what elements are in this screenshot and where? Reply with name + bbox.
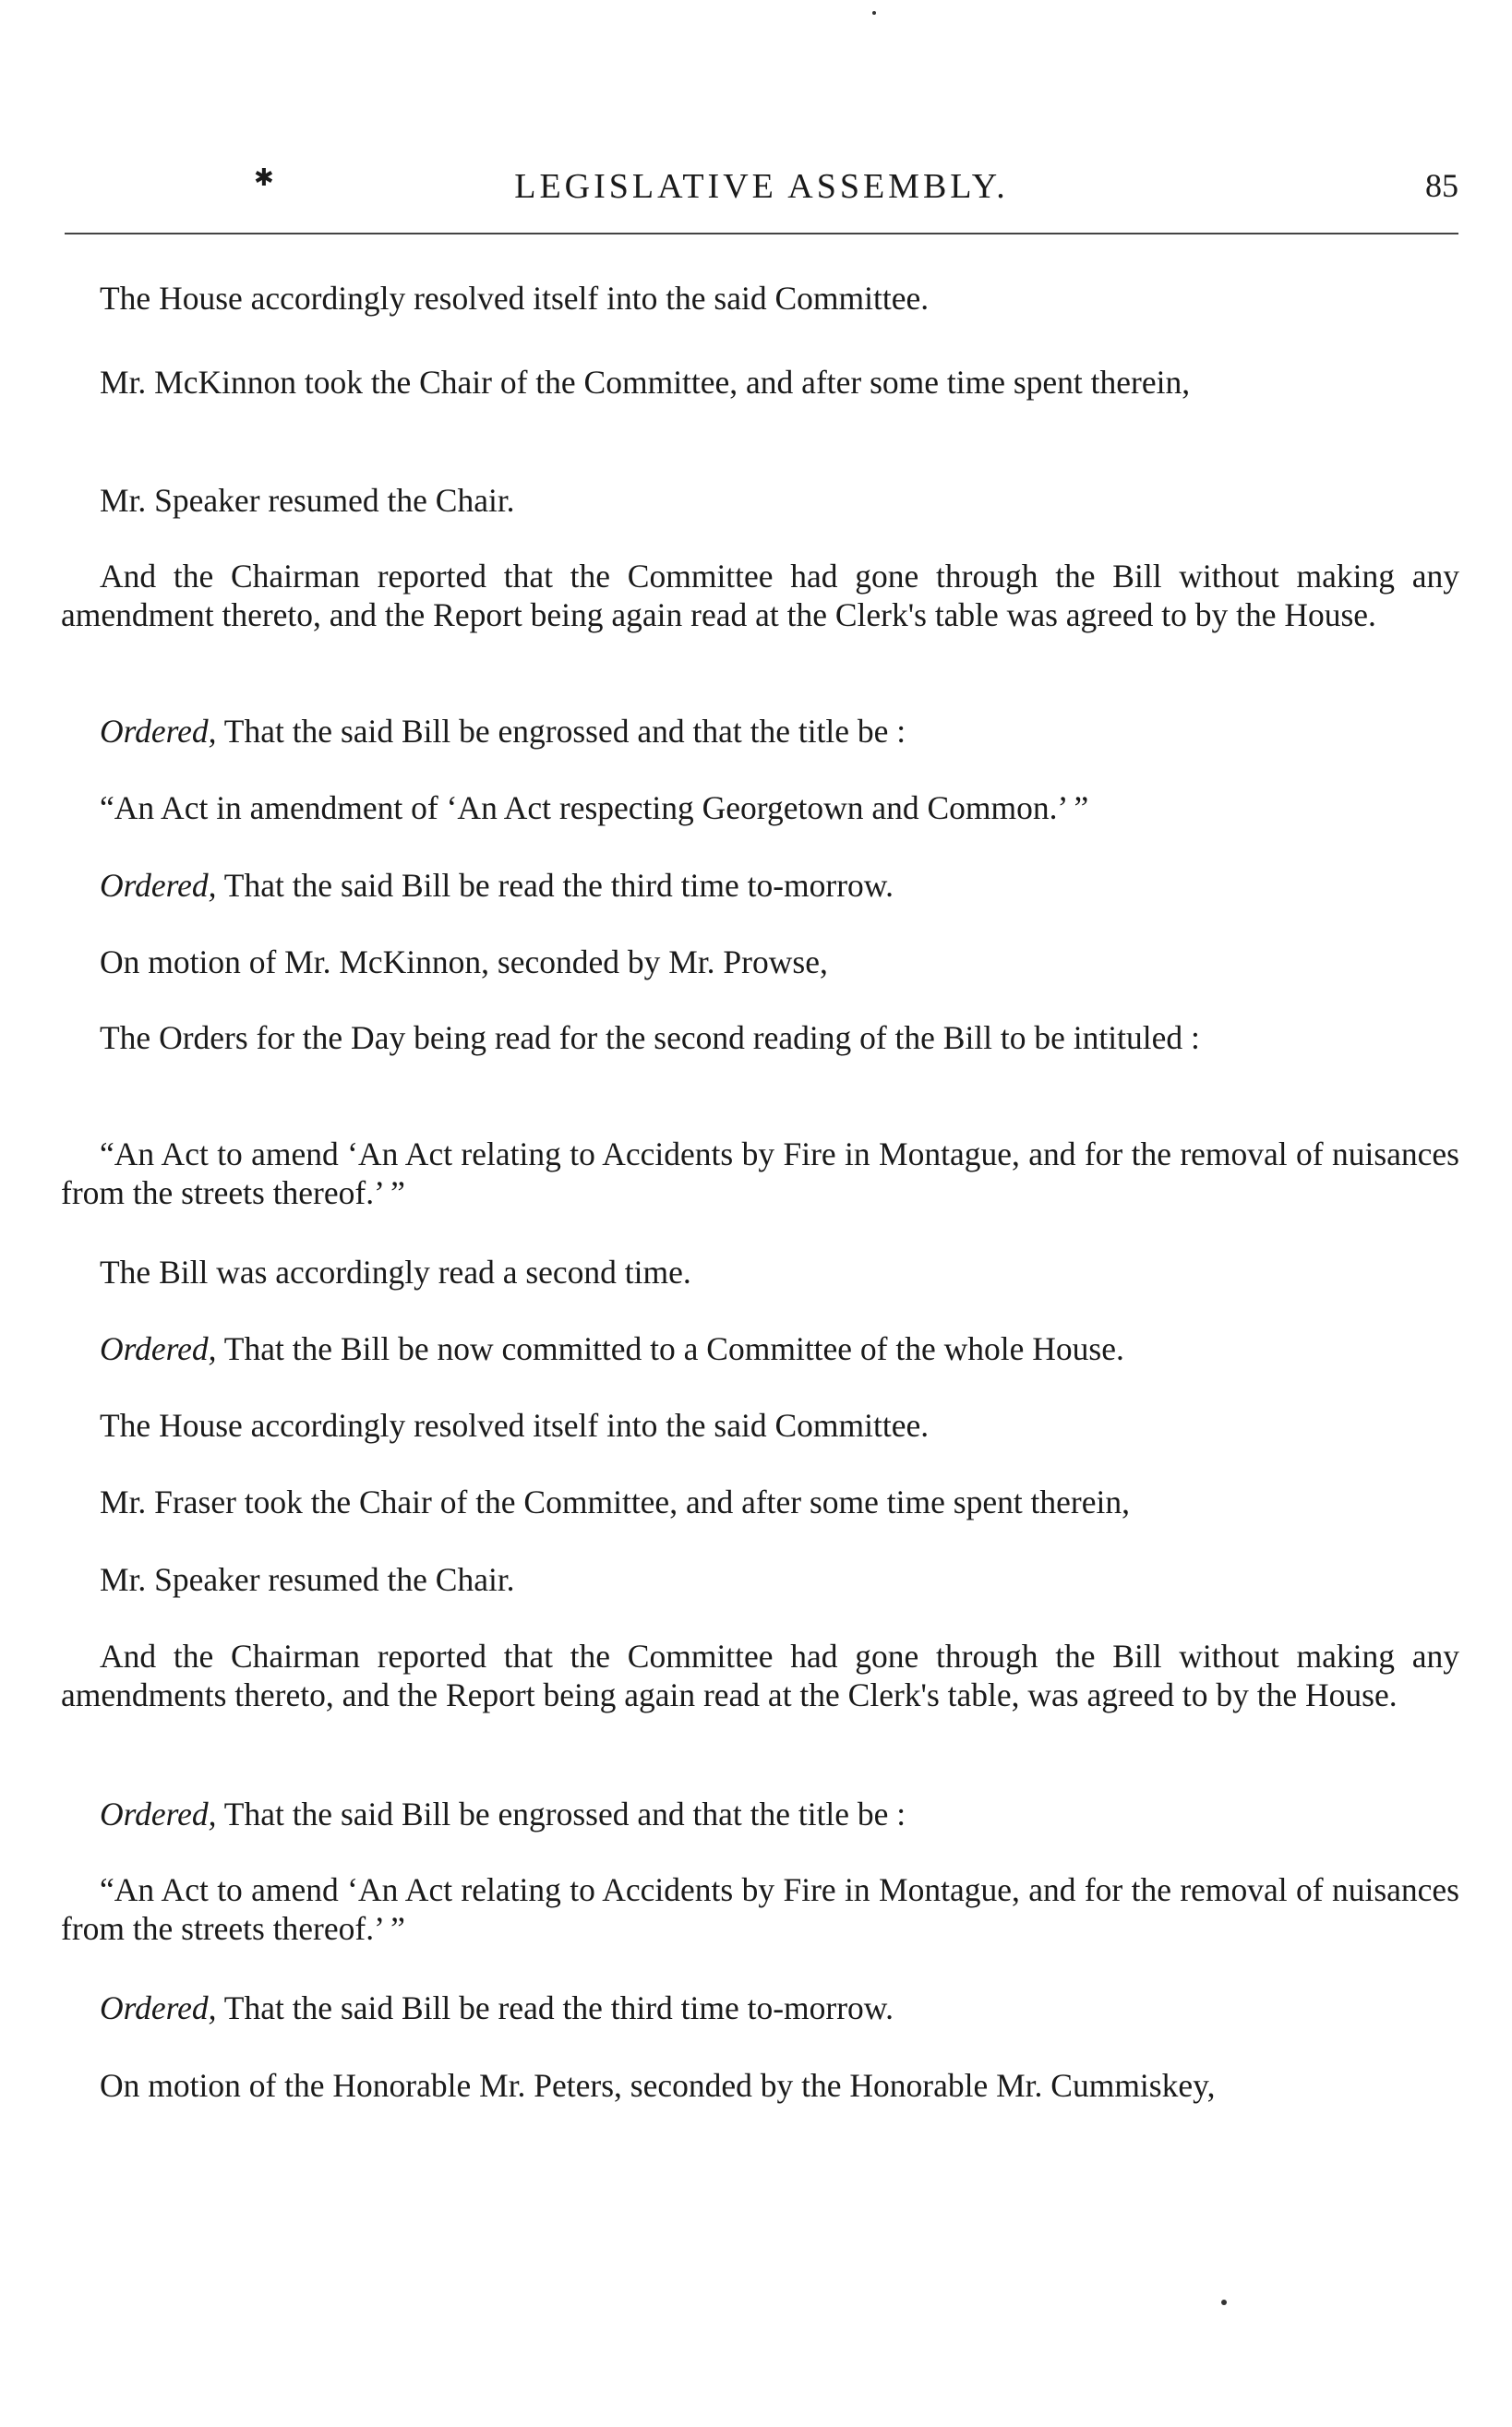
paragraph: Mr. Fraser took the Chair of the Committee, and after some time spent therein, (100, 1484, 1130, 1520)
ordered-label: Ordered, (100, 1330, 217, 1367)
ordered-label: Ordered, (100, 1796, 217, 1832)
paragraph: The Orders for the Day being read for the second reading of the Bill to be intituled : (100, 1019, 1200, 1056)
running-title: LEGISLATIVE ASSEMBLY. (514, 167, 1009, 206)
page-number: 85 (1425, 167, 1458, 204)
paragraph: “An Act to amend ‘An Act relating to Accidents by Fire in Montague, and for the removal of nuisances from the streets thereof.’ ” (61, 1135, 1459, 1211)
ordered-label: Ordered, (100, 867, 217, 904)
paragraph: Ordered, That the said Bill be engrossed and that the title be : (100, 713, 906, 750)
ordered-label: Ordered, (100, 1989, 217, 2026)
paragraph: On motion of Mr. McKinnon, seconded by Mr. Prowse, (100, 943, 828, 980)
print-speck (872, 11, 876, 15)
paragraph: Ordered, That the Bill be now committed to a Committee of the whole House. (100, 1330, 1124, 1367)
paragraph: Mr. Speaker resumed the Chair. (100, 482, 515, 519)
paragraph: Ordered, That the said Bill be read the third time to-morrow. (100, 867, 894, 904)
paragraph: The House accordingly resolved itself into the said Committee. (100, 280, 930, 317)
page-header (65, 157, 1458, 212)
paragraph: Ordered, That the said Bill be engrossed and that the title be : (100, 1796, 906, 1832)
ornament-mark: ✱ (254, 164, 274, 191)
paragraph: The House accordingly resolved itself into the said Committee. (100, 1407, 930, 1444)
paragraph: Ordered, That the said Bill be read the third time to-morrow. (100, 1989, 894, 2026)
paragraph: “An Act in amendment of ‘An Act respecting Georgetown and Common.’ ” (100, 789, 1089, 826)
paragraph: And the Chairman reported that the Committee had gone through the Bill without making any amendments thereto, and the Report being again read at the Clerk's table, was agreed to by the House. (61, 1638, 1459, 1713)
print-speck (1221, 2300, 1227, 2305)
ordered-label: Ordered, (100, 713, 217, 750)
paragraph: The Bill was accordingly read a second time. (100, 1254, 691, 1291)
paragraph: Mr. McKinnon took the Chair of the Committee, and after some time spent therein, (100, 364, 1191, 401)
header-rule (65, 233, 1458, 234)
paragraph: On motion of the Honorable Mr. Peters, seconded by the Honorable Mr. Cummiskey, (100, 2067, 1216, 2104)
paragraph: And the Chairman reported that the Committee had gone through the Bill without making any amendment thereto, and the Report being again read at the Clerk's table was agreed to by the House. (61, 558, 1459, 633)
paragraph: Mr. Speaker resumed the Chair. (100, 1561, 515, 1598)
paragraph: “An Act to amend ‘An Act relating to Accidents by Fire in Montague, and for the removal of nuisances from the streets thereof.’ ” (61, 1871, 1459, 1947)
